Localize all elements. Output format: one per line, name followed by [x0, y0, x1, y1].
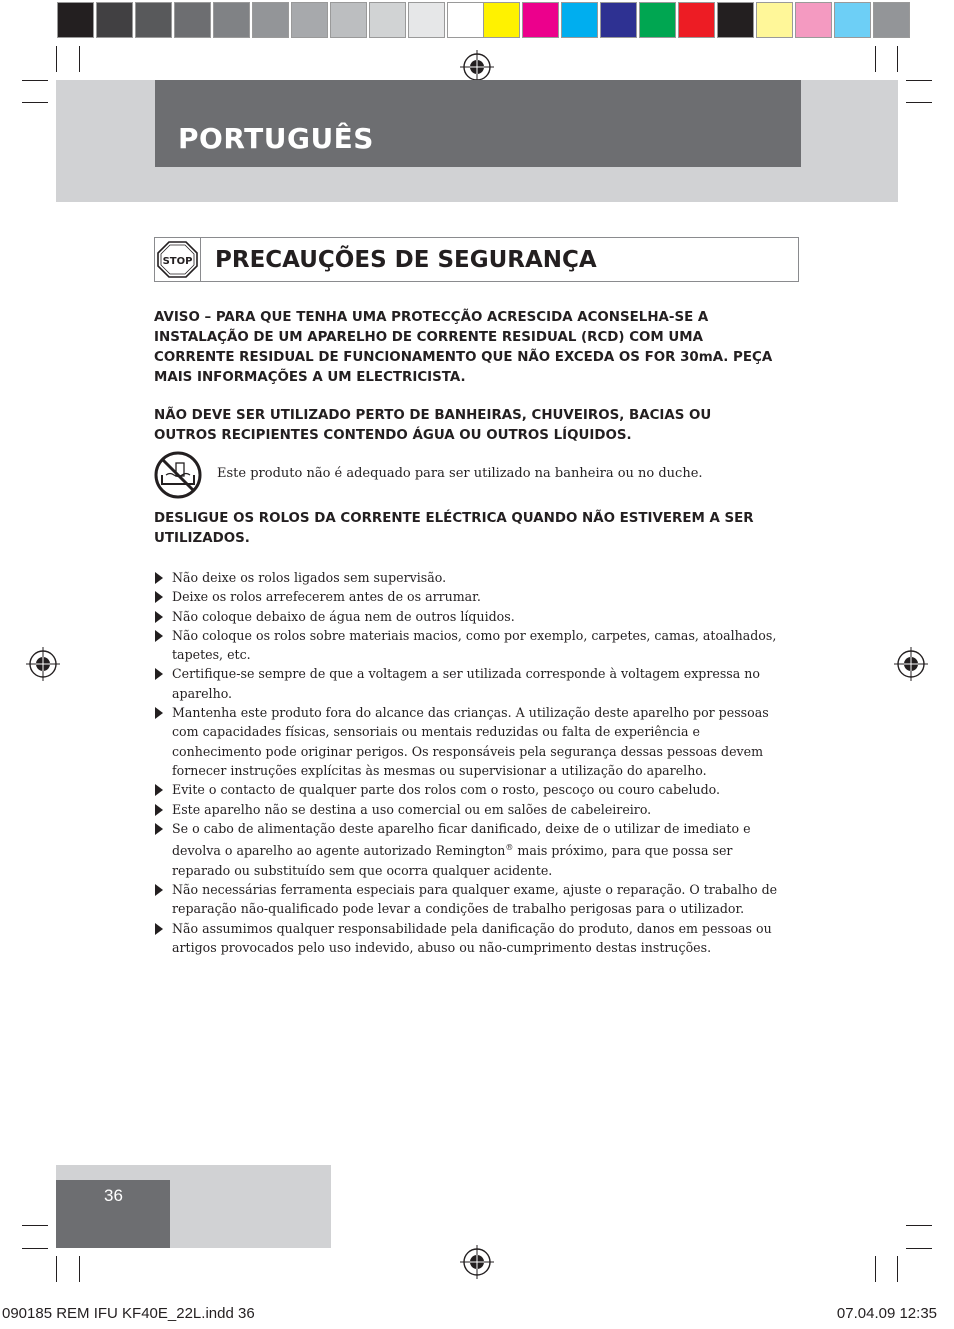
- grayscale-color-bar: [57, 2, 486, 38]
- gray-swatch: [174, 2, 211, 38]
- list-item: Se o cabo de alimentação deste aparelho ficar danificado, deixe de o utilizar de imediato e devolva o aparelho ao agente autorizado Remington® mais próximo, para que possa ser reparado ou substituído sem que ocorra qualquer acidente.: [154, 819, 779, 880]
- unplug-warning: DESLIGUE OS ROLOS DA CORRENTE ELÉCTRICA QUANDO NÃO ESTIVEREM A SER UTILIZADOS.: [154, 511, 754, 546]
- crop-mark: [906, 80, 932, 81]
- crop-mark: [22, 1225, 48, 1226]
- process-color-bar: [483, 2, 912, 38]
- bullet-triangle-icon: [155, 823, 163, 835]
- bullet-triangle-icon: [155, 884, 163, 896]
- stop-sign-icon: [155, 238, 200, 281]
- color-swatch: [756, 2, 793, 38]
- color-swatch: [717, 2, 754, 38]
- bullet-triangle-icon: [155, 668, 163, 680]
- color-swatch: [678, 2, 715, 38]
- bullet-triangle-icon: [155, 804, 163, 816]
- list-item: Este aparelho não se destina a uso comercial ou em salões de cabeleireiro.: [154, 800, 779, 819]
- gray-swatch: [135, 2, 172, 38]
- crop-mark: [906, 1248, 932, 1249]
- crop-mark: [875, 46, 876, 72]
- list-item: Não necessárias ferramenta especiais para qualquer exame, ajuste o reparação. O trabalho de reparação não-qualificado pode levar a condições de trabalho perigosas para o utilizador.: [154, 880, 779, 919]
- crop-mark: [22, 102, 48, 103]
- crop-mark: [56, 1256, 57, 1282]
- section-title: PRECAUÇÕES DE SEGURANÇA: [215, 247, 597, 273]
- registration-mark-icon: [460, 1245, 494, 1279]
- list-item: Não coloque os rolos sobre materiais macios, como por exemplo, carpetes, camas, atoalhados, tapetes, etc.: [154, 626, 779, 665]
- list-item: Não assumimos qualquer responsabilidade pela danificação do produto, danos em pessoas ou artigos provocados pelo uso indevido, abuso ou não-cumprimento destas instruções.: [154, 919, 779, 958]
- color-swatch: [795, 2, 832, 38]
- print-slug-date: 07.04.09 12:35: [836, 1305, 937, 1322]
- crop-mark: [79, 1256, 80, 1282]
- color-swatch: [639, 2, 676, 38]
- color-swatch: [483, 2, 520, 38]
- page-number: 36: [104, 1186, 123, 1205]
- bullet-triangle-icon: [155, 923, 163, 935]
- registration-mark-icon: [460, 50, 494, 84]
- gray-swatch: [330, 2, 367, 38]
- crop-mark: [906, 1225, 932, 1226]
- gray-swatch: [213, 2, 250, 38]
- bullet-triangle-icon: [155, 611, 163, 623]
- color-swatch: [561, 2, 598, 38]
- page-title: PORTUGUÊS: [178, 122, 374, 155]
- crop-mark: [875, 1256, 876, 1282]
- bath-note: Este produto não é adequado para ser utilizado na banheira ou no duche.: [217, 466, 703, 481]
- crop-mark: [22, 80, 48, 81]
- water-warning: NÃO DEVE SER UTILIZADO PERTO DE BANHEIRAS, CHUVEIROS, BACIAS OU OUTROS RECIPIENTES CONTENDO ÁGUA OU OUTROS LÍQUIDOS.: [154, 408, 712, 443]
- crop-mark: [22, 1248, 48, 1249]
- gray-swatch: [57, 2, 94, 38]
- list-item: Deixe os rolos arrefecerem antes de os arrumar.: [154, 587, 779, 606]
- gray-swatch: [408, 2, 445, 38]
- gray-swatch: [447, 2, 484, 38]
- crop-mark: [897, 1256, 898, 1282]
- registration-mark-icon: [894, 647, 928, 681]
- stop-sign-label: STOP: [162, 256, 193, 267]
- list-item: Mantenha este produto fora do alcance das crianças. A utilização deste aparelho por pessoas com capacidades físicas, sensoriais ou mentais reduzidas ou falta de experiência e conhecimento pode originar perigos. Os responsáveis pela segurança dessas pessoas devem fornecer instruções explícitas às mesmas ou supervisionar a utilização do aparelho.: [154, 703, 779, 780]
- bullet-triangle-icon: [155, 784, 163, 796]
- color-swatch: [873, 2, 910, 38]
- bullet-triangle-icon: [155, 707, 163, 719]
- list-item: Evite o contacto de qualquer parte dos rolos com o rosto, pescoço ou couro cabeludo.: [154, 780, 779, 799]
- bullet-triangle-icon: [155, 630, 163, 642]
- list-item: Certifique-se sempre de que a voltagem a ser utilizada corresponde à voltagem expressa no aparelho.: [154, 664, 779, 703]
- no-bath-icon: [154, 451, 202, 499]
- gray-swatch: [96, 2, 133, 38]
- safety-list: [154, 568, 779, 957]
- bullet-triangle-icon: [155, 572, 163, 584]
- section-heading-box: [154, 237, 799, 282]
- crop-mark: [56, 46, 57, 72]
- registered-mark: ®: [505, 843, 514, 853]
- list-item: Não coloque debaixo de água nem de outros líquidos.: [154, 607, 779, 626]
- gray-swatch: [291, 2, 328, 38]
- gray-swatch: [252, 2, 289, 38]
- crop-mark: [897, 46, 898, 72]
- stop-cell: [155, 238, 201, 281]
- crop-mark: [906, 102, 932, 103]
- color-swatch: [834, 2, 871, 38]
- list-item: Não deixe os rolos ligados sem supervisão.: [154, 568, 779, 587]
- registration-mark-icon: [26, 647, 60, 681]
- gray-swatch: [369, 2, 406, 38]
- print-slug-file: 090185 REM IFU KF40E_22L.indd 36: [2, 1305, 255, 1322]
- color-swatch: [600, 2, 637, 38]
- rcd-warning: AVISO – PARA QUE TENHA UMA PROTECÇÃO ACRESCIDA ACONSELHA-SE A INSTALAÇÃO DE UM APARELHO DE CORRENTE RESIDUAL (RCD) COM UMA CORRENTE RESIDUAL DE FUNCIONAMENTO QUE NÃO EXCEDA OS FOR 30mA. PEÇA MAIS INFORMAÇÕES A UM ELECTRICISTA.: [154, 310, 773, 385]
- color-swatch: [522, 2, 559, 38]
- crop-mark: [79, 46, 80, 72]
- bullet-triangle-icon: [155, 591, 163, 603]
